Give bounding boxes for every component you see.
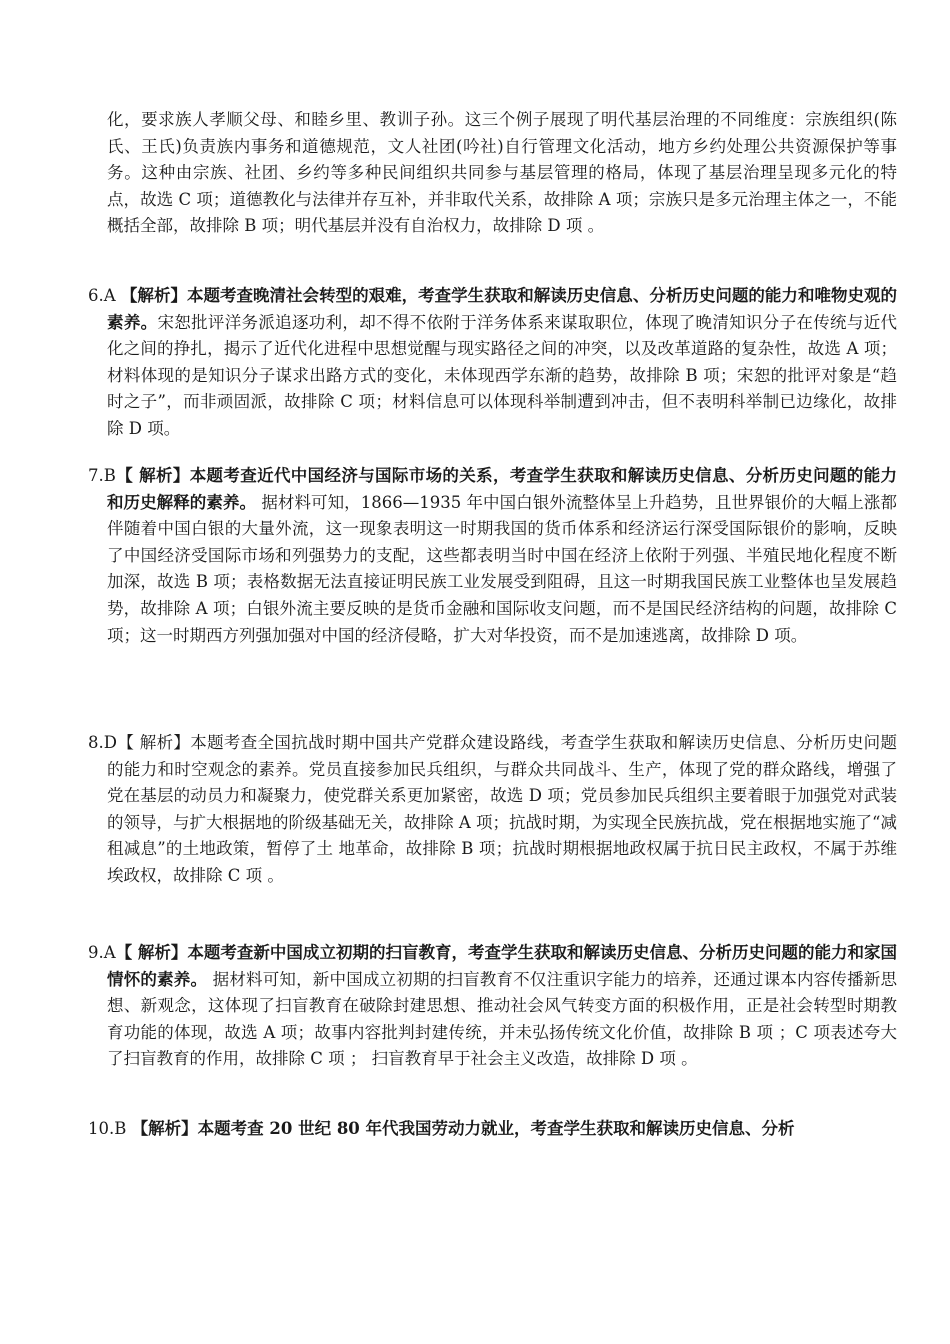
- item-analysis-heading: 【解析】本题考查 20 世纪 80 年代我国劳动力就业，考查学生获取和解读历史信息、分析: [131, 1119, 795, 1138]
- item-analysis-heading: 【 解析】本题考查近代中国经济与国际市场的关系，考查学生获取和解读历史信息、分析历史问题的能力和历史解释的素养。: [107, 466, 897, 512]
- answer-item-8: [88, 730, 897, 890]
- item-number: 8.D: [88, 733, 117, 752]
- item-number: 7.B: [88, 466, 116, 485]
- item-analysis-body: 宋恕批评洋务派追逐功利，却不得不依附于洋务体系来谋取职位，体现了晚清知识分子在传统与近代化之间的挣扎，揭示了近代化进程中思想觉醒与现实路径之间的冲突，以及改革道路的复杂性，故选 A 项；材料体现的是知识分子谋求出路方式的变化，未体现西学东渐的趋势，故排除 B 项；宋恕的批评对象是“趋时之子”，而非顽固派，故排除 C 项；材料信息可以体现科举制遭到冲击，但不表明科举制已边缘化，故排除 D 项。: [107, 312, 898, 438]
- item-analysis-body: 据材料可知，1866—1935 年中国白银外流整体呈上升趋势，且世界银价的大幅上涨都伴随着中国白银的大量外流，这一现象表明这一时期我国的货币体系和经济运行深受国际银价的影响，反映了中国经济受国际市场和列强势力的支配，这些都表明当时中国在经济上依附于列强、半殖民地化程度不断加深，故选 B 项；表格数据无法直接证明民族工业发展受到阻碍，且这一时期我国民族工业整体也呈发展趋势，故排除 A 项；白银外流主要反映的是货币金融和国际收支问题，而不是国民经济结构的问题，故排除 C 项；这一时期西方列强加强对中国的经济侵略，扩大对华投资，而不是加速逃离，故排除 D 项。: [107, 492, 897, 645]
- item-analysis-heading: 【 解析】本题考查新中国成立初期的扫盲教育，考查学生获取和解读历史信息、分析历史问题的能力和家国情怀的素养。: [107, 943, 897, 989]
- item-analysis-body: 【 解析】本题考查全国抗战时期中国共产党群众建设路线，考查学生获取和解读历史信息、分析历史问题的能力和时空观念的素养。党员直接参加民兵组织，与群众共同战斗、生产，体现了党的群众路线，增强了党在基层的动员力和凝聚力，使党群关系更加紧密，故选 D 项；党员参加民兵组织主要着眼于加强党对武装的领导，与扩大根据地的阶级基础无关，故排除 A 项；抗战时期，为实现全民族抗战，党在根据地实施了“减租减息”的土地政策，暂停了土 地革命，故排除 B 项；抗战时期根据地政权属于抗日民主政权，不属于苏维埃政权，故排除 C 项 。: [107, 733, 897, 885]
- item-number: 6.A: [88, 286, 121, 305]
- answer-item-9: [88, 940, 897, 1073]
- item-number: 10.B: [88, 1119, 132, 1138]
- continuation-text: 化，要求族人孝顺父母、和睦乡里、教训子孙。这三个例子展现了明代基层治理的不同维度：宗族组织(陈氏、王氏)负责族内事务和道德规范，文人社团(吟社)自行管理文化活动，地方乡约处理公共资源保护等事务。这种由宗族、社团、乡约等多种民间组织共同参与基层管理的格局，体现了基层治理呈现多元化的特点，故选 C 项；道德教化与法律并存互补，并非取代关系，故排除 A 项；宗族只是多元治理主体之一，不能概括全部，故排除 B 项；明代基层并没有自治权力，故排除 D 项 。: [107, 110, 897, 236]
- answer-item-7: [88, 463, 897, 649]
- continuation-paragraph: [107, 107, 897, 240]
- item-analysis-body: 据材料可知，新中国成立初期的扫盲教育不仅注重识字能力的培养，还通过课本内容传播新思想、新观念，这体现了扫盲教育在破除封建思想、推动社会风气转变方面的积极作用，正是社会转型时期教育功能的体现，故选 A 项；故事内容批判封建传统，并未弘扬传统文化价值，故排除 B 项 ；C 项表述夸大了扫盲教育的作用，故排除 C 项 ； 扫盲教育早于社会主义改造，故排除 D 项 。: [107, 969, 898, 1069]
- item-number: 9.A: [88, 943, 116, 962]
- item-analysis-heading: 【解析】本题考查晚清社会转型的艰难，考查学生获取和解读历史信息、分析历史问题的能力和唯物史观的素养。: [107, 286, 898, 332]
- answer-item-10: [88, 1116, 897, 1143]
- answer-item-6: [88, 283, 897, 443]
